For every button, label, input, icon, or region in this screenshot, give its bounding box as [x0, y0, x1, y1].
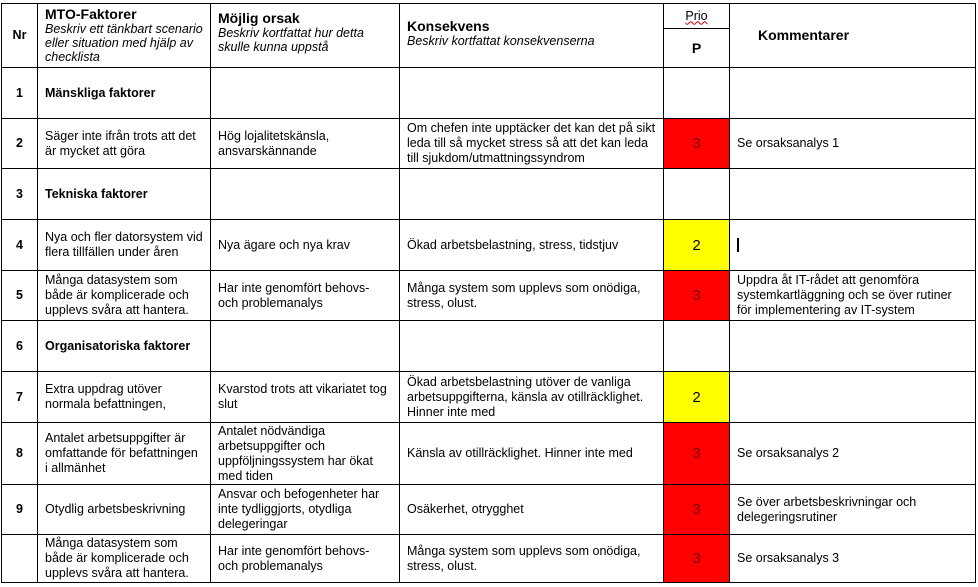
risk-analysis-table [1, 3, 976, 583]
header-prio: Prio [664, 4, 730, 29]
category-label: Mänskliga faktorer [38, 68, 211, 119]
cell-kommentar: Se orsaksanalys 1 [730, 119, 976, 169]
cell-konsekvens [400, 321, 664, 372]
cell-mto: Antalet arbetsuppgifter är omfattande för befattningen i allmänhet [38, 423, 211, 485]
cell-orsak [211, 68, 400, 119]
prio-badge-high: 3 [664, 485, 730, 535]
table-row [2, 485, 976, 535]
row-number [2, 535, 38, 583]
row-number: 1 [2, 68, 38, 119]
text-cursor-icon [737, 238, 739, 252]
header-mto [38, 4, 211, 68]
cell-orsak: Nya ägare och nya krav [211, 220, 400, 271]
cell-konsekvens: Ökad arbetsbelastning, stress, tidstjuv [400, 220, 664, 271]
cell-kommentar: Uppdra åt IT-rådet att genomföra systemkartläggning och se över rutiner för implementering av IT-system [730, 271, 976, 321]
cell-kommentar: Se orsaksanalys 2 [730, 423, 976, 485]
cell-orsak: Hög lojalitetskänsla, ansvarskännande [211, 119, 400, 169]
cell-prio [664, 321, 730, 372]
header-orsak-subtitle: Beskriv kortfattat hur detta skulle kunna uppstå [218, 26, 364, 54]
row-number: 3 [2, 169, 38, 220]
header-orsak-title: Möjlig orsak [218, 10, 300, 26]
cell-mto: Otydlig arbetsbeskrivning [38, 485, 211, 535]
cell-mto: Nya och fler datorsystem vid flera tillfällen under åren [38, 220, 211, 271]
cell-kommentar [730, 68, 976, 119]
cell-kommentar: Se orsaksanalys 3 [730, 535, 976, 583]
table-row [2, 535, 976, 583]
table-row [2, 220, 976, 271]
row-number: 5 [2, 271, 38, 321]
cell-konsekvens: Många system som upplevs som onödiga, stress, olust. [400, 271, 664, 321]
cell-konsekvens [400, 68, 664, 119]
header-mto-subtitle: Beskriv ett tänkbart scenario eller situation med hjälp av checklista [45, 22, 203, 64]
cell-orsak [211, 321, 400, 372]
header-row [2, 4, 976, 29]
row-number: 2 [2, 119, 38, 169]
cell-konsekvens: Många system som upplevs som onödiga, stress, olust. [400, 535, 664, 583]
prio-badge-high: 3 [664, 535, 730, 583]
cell-kommentar [730, 169, 976, 220]
header-konsekvens-title: Konsekvens [407, 18, 490, 34]
header-konsekvens [400, 4, 664, 68]
cell-orsak: Ansvar och befogenheter har inte tydliggjorts, otydliga delegeringar [211, 485, 400, 535]
prio-badge-high: 3 [664, 119, 730, 169]
cell-orsak: Antalet nödvändiga arbetsuppgifter och uppföljningssystem har ökat med tiden [211, 423, 400, 485]
cell-mto: Många datasystem som både är komplicerade och upplevs svåra att hantera. [38, 271, 211, 321]
header-orsak [211, 4, 400, 68]
table-row [2, 169, 976, 220]
cell-orsak: Har inte genomfört behovs- och problemanalys [211, 535, 400, 583]
cell-orsak: Kvarstod trots att vikariatet tog slut [211, 372, 400, 423]
table-row [2, 423, 976, 485]
row-number: 6 [2, 321, 38, 372]
cell-kommentar [730, 321, 976, 372]
cell-mto: Säger inte ifrån trots att det är mycket att göra [38, 119, 211, 169]
table-row [2, 321, 976, 372]
cell-prio [664, 169, 730, 220]
cell-orsak: Har inte genomfört behovs- och problemanalys [211, 271, 400, 321]
prio-badge-high: 3 [664, 423, 730, 485]
header-prio-p: P [664, 29, 730, 68]
prio-badge-medium: 2 [664, 220, 730, 271]
prio-badge-high: 3 [664, 271, 730, 321]
cell-konsekvens: Osäkerhet, otrygghet [400, 485, 664, 535]
table-row [2, 271, 976, 321]
row-number: 8 [2, 423, 38, 485]
cell-kommentar [730, 372, 976, 423]
prio-badge-medium: 2 [664, 372, 730, 423]
cell-konsekvens [400, 169, 664, 220]
row-number: 7 [2, 372, 38, 423]
table-row [2, 372, 976, 423]
cell-orsak [211, 169, 400, 220]
header-mto-title: MTO-Faktorer [45, 6, 137, 22]
category-label: Organisatoriska faktorer [38, 321, 211, 372]
header-nr: Nr [2, 4, 38, 68]
cell-kommentar: Se över arbetsbeskrivningar och delegeringsrutiner [730, 485, 976, 535]
cell-konsekvens: Om chefen inte upptäcker det kan det på sikt leda till så mycket stress så att det kan leda till sjukdom/utmattningssyndrom [400, 119, 664, 169]
cell-kommentar[interactable] [730, 220, 976, 271]
cell-mto: Många datasystem som både är komplicerade och upplevs svåra att hantera. [38, 535, 211, 583]
table-row [2, 119, 976, 169]
cell-konsekvens: Ökad arbetsbelastning utöver de vanliga arbetsuppgifterna, känsla av otillräcklighet. Hinner inte med [400, 372, 664, 423]
category-label: Tekniska faktorer [38, 169, 211, 220]
cell-konsekvens: Känsla av otillräcklighet. Hinner inte med [400, 423, 664, 485]
cell-mto: Extra uppdrag utöver normala befattningen, [38, 372, 211, 423]
header-kommentarer: Kommentarer [730, 4, 976, 68]
table-row [2, 68, 976, 119]
row-number: 9 [2, 485, 38, 535]
row-number: 4 [2, 220, 38, 271]
header-konsekvens-subtitle: Beskriv kortfattat konsekvenserna [407, 34, 595, 48]
cell-prio [664, 68, 730, 119]
